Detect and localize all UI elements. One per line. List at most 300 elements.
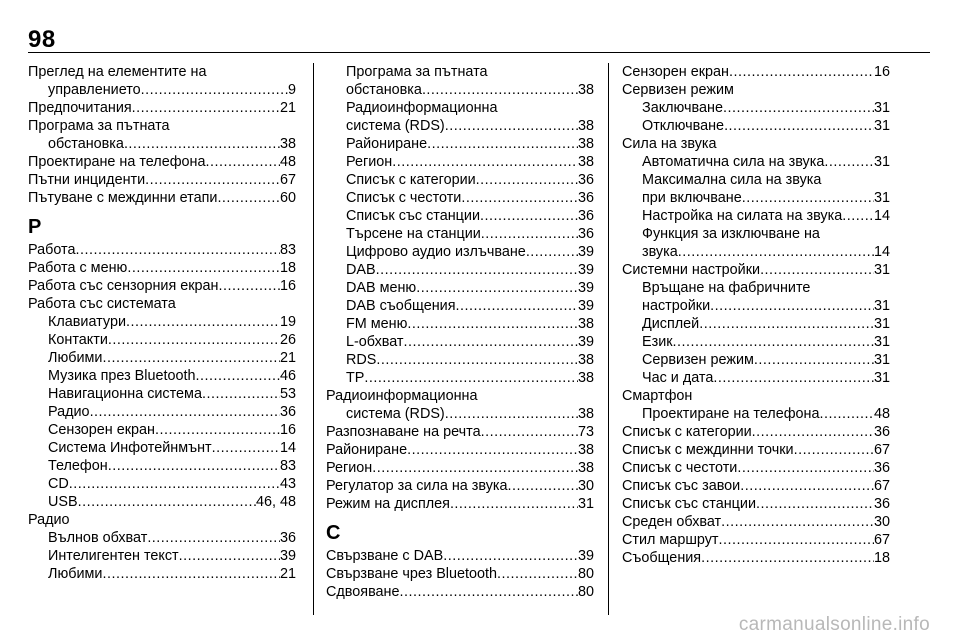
- page-reference: 14: [873, 244, 890, 260]
- index-entry: [326, 565, 594, 583]
- index-entry: [326, 207, 594, 225]
- page-reference: 83: [279, 458, 296, 474]
- page-reference: 16: [873, 64, 890, 80]
- index-entry: [622, 441, 890, 459]
- index-entry: [622, 387, 890, 405]
- index-entry: [28, 135, 296, 153]
- index-entry: [326, 405, 594, 423]
- dot-leader: [376, 261, 578, 279]
- page-reference: 31: [873, 154, 890, 170]
- index-entry: [326, 225, 594, 243]
- index-term: Проектиране на телефона: [28, 154, 206, 170]
- index-term: при включване: [642, 190, 742, 206]
- index-term: Списък със завои: [622, 478, 741, 494]
- index-entry: [28, 475, 296, 493]
- index-entry: [622, 99, 890, 117]
- dot-leader: [461, 189, 578, 207]
- index-entry: [622, 135, 890, 153]
- dot-leader: [141, 81, 288, 99]
- index-entry: [28, 99, 296, 117]
- page-reference: 36: [873, 424, 890, 440]
- dot-leader: [127, 259, 280, 277]
- page-reference: 31: [873, 190, 890, 206]
- index-entry: [326, 315, 594, 333]
- index-term: Предпочитания: [28, 100, 132, 116]
- index-term: настройки: [642, 298, 711, 314]
- page-reference: 38: [577, 442, 594, 458]
- index-term: Разпознаване на речта: [326, 424, 481, 440]
- page-reference: 67: [873, 532, 890, 548]
- index-term: Сервизен режим: [622, 82, 734, 98]
- index-entry: [28, 403, 296, 421]
- index-term: Работа с меню: [28, 260, 128, 276]
- page-reference: 36: [577, 226, 594, 242]
- index-entry: [326, 99, 594, 117]
- index-entry: [326, 583, 594, 601]
- index-term: Свързване чрез Bluetooth: [326, 566, 498, 582]
- page-reference: 18: [873, 550, 890, 566]
- index-term: система (RDS): [346, 406, 445, 422]
- index-entry: [28, 313, 296, 331]
- index-entry: [622, 117, 890, 135]
- page-reference: 31: [873, 352, 890, 368]
- dot-leader: [710, 297, 874, 315]
- index-term: Програма за пътната: [346, 64, 488, 80]
- index-entry: [28, 421, 296, 439]
- dot-leader: [126, 313, 280, 331]
- index-term: Търсене на станции: [346, 226, 481, 242]
- page-reference: 19: [279, 314, 296, 330]
- dot-leader: [217, 189, 280, 207]
- page-reference: 46, 48: [255, 494, 296, 510]
- dot-leader: [724, 117, 874, 135]
- dot-leader: [701, 549, 874, 567]
- page-reference: 31: [873, 316, 890, 332]
- index-term: Вълнов обхват: [48, 530, 148, 546]
- index-term: FM меню: [346, 316, 408, 332]
- index-term: DAB: [346, 262, 376, 278]
- dot-leader: [729, 63, 874, 81]
- page-reference: 83: [279, 242, 296, 258]
- index-entry: [28, 81, 296, 99]
- index-term: Смартфон: [622, 388, 693, 404]
- index-entry: [622, 243, 890, 261]
- dot-leader: [102, 349, 280, 367]
- index-term: система (RDS): [346, 118, 445, 134]
- index-letter-heading: С: [326, 522, 341, 544]
- index-entry: [326, 547, 594, 565]
- dot-leader: [737, 459, 874, 477]
- index-entry: [622, 513, 890, 531]
- page-reference: 36: [279, 530, 296, 546]
- index-term: Заключване: [642, 100, 723, 116]
- page-reference: 31: [873, 334, 890, 350]
- dot-leader: [794, 441, 874, 459]
- page-reference: 14: [873, 208, 890, 224]
- dot-leader: [76, 241, 280, 259]
- index-entry: [622, 423, 890, 441]
- dot-leader: [179, 547, 280, 565]
- dot-leader: [526, 243, 578, 261]
- index-letter-heading: Р: [28, 216, 42, 238]
- index-entry: [622, 405, 890, 423]
- page-reference: 38: [577, 352, 594, 368]
- dot-leader: [740, 477, 874, 495]
- index-entry: [622, 351, 890, 369]
- index-term: Език: [642, 334, 673, 350]
- page-reference: 18: [279, 260, 296, 276]
- page-reference: 39: [577, 262, 594, 278]
- dot-leader: [450, 495, 578, 513]
- index-term: обстановка: [346, 82, 422, 98]
- page-reference: 38: [577, 316, 594, 332]
- page-reference: 38: [577, 406, 594, 422]
- index-term: Радиоинформационна: [346, 100, 498, 116]
- index-entry: [28, 63, 296, 81]
- dot-leader: [760, 261, 874, 279]
- dot-leader: [124, 135, 280, 153]
- dot-leader: [212, 439, 280, 457]
- index-term: Автоматична сила на звука: [642, 154, 825, 170]
- page-reference: 38: [577, 154, 594, 170]
- index-entry: [326, 171, 594, 189]
- index-term: Връщане на фабричните: [642, 280, 811, 296]
- index-term: Сензорен екран: [622, 64, 729, 80]
- page-reference: 67: [873, 442, 890, 458]
- column-divider: [313, 63, 314, 615]
- page-reference: 80: [577, 566, 594, 582]
- index-term: Списък с честоти: [622, 460, 738, 476]
- index-column-3: [622, 63, 890, 567]
- dot-leader: [155, 421, 280, 439]
- index-term: USB: [48, 494, 78, 510]
- index-term: Списък със станции: [346, 208, 480, 224]
- page-reference: 31: [873, 100, 890, 116]
- index-entry: [28, 349, 296, 367]
- dot-leader: [195, 367, 280, 385]
- page-reference: 31: [873, 118, 890, 134]
- dot-leader: [202, 385, 280, 403]
- index-entry: [28, 367, 296, 385]
- index-term: Функция за изключване на: [642, 226, 820, 242]
- index-term: Телефон: [48, 458, 108, 474]
- index-entry: [326, 423, 594, 441]
- index-term: Радио: [28, 512, 70, 528]
- index-entry: [28, 277, 296, 295]
- dot-leader: [508, 477, 578, 495]
- index-term: обстановка: [48, 136, 124, 152]
- index-entry: [326, 117, 594, 135]
- index-entry: [326, 459, 594, 477]
- dot-leader: [476, 171, 578, 189]
- index-entry: [622, 549, 890, 567]
- dot-leader: [721, 513, 874, 531]
- index-term: Сила на звука: [622, 136, 717, 152]
- index-term: Сензорен екран: [48, 422, 155, 438]
- page-reference: 53: [279, 386, 296, 402]
- page-reference: 16: [279, 278, 296, 294]
- index-term: Списък със станции: [622, 496, 756, 512]
- index-entry: [326, 297, 594, 315]
- index-entry: [326, 279, 594, 297]
- index-term: Сервизен режим: [642, 352, 754, 368]
- index-entry: [326, 477, 594, 495]
- page-reference: 21: [279, 350, 296, 366]
- index-term: RDS: [346, 352, 377, 368]
- index-entry: [326, 63, 594, 81]
- dot-leader: [678, 243, 874, 261]
- dot-leader: [219, 277, 280, 295]
- page-reference: 16: [279, 422, 296, 438]
- index-term: Списък с честоти: [346, 190, 462, 206]
- index-entry: [28, 241, 296, 259]
- index-term: DAB съобщения: [346, 298, 456, 314]
- page-reference: 38: [577, 460, 594, 476]
- page-reference: 30: [577, 478, 594, 494]
- index-term: Списък с категории: [622, 424, 752, 440]
- index-entry: [28, 493, 296, 511]
- watermark: carmanualsonline.info: [738, 614, 930, 635]
- page-reference: 36: [279, 404, 296, 420]
- index-entry: [622, 63, 890, 81]
- index-term: Клавиатури: [48, 314, 126, 330]
- page-reference: 39: [577, 334, 594, 350]
- page-reference: 39: [577, 244, 594, 260]
- index-entry: [28, 565, 296, 583]
- index-entry: [326, 333, 594, 351]
- index-entry: [28, 457, 296, 475]
- index-entry: [622, 333, 890, 351]
- dot-leader: [719, 531, 874, 549]
- index-entry: [326, 189, 594, 207]
- page-reference: 38: [577, 118, 594, 134]
- dot-leader: [455, 297, 578, 315]
- page-reference: 36: [577, 172, 594, 188]
- index-term: Регион: [326, 460, 373, 476]
- index-term: Система Инфотейнмънт: [48, 440, 212, 456]
- dot-leader: [108, 331, 280, 349]
- dot-leader: [102, 565, 280, 583]
- index-term: Радио: [48, 404, 90, 420]
- dot-leader: [443, 547, 578, 565]
- index-entry: [622, 477, 890, 495]
- dot-leader: [445, 117, 578, 135]
- index-entry: [622, 81, 890, 99]
- dot-leader: [78, 493, 256, 511]
- index-entry: [622, 495, 890, 513]
- dot-leader: [206, 153, 280, 171]
- index-term: Пътни инциденти: [28, 172, 146, 188]
- index-term: Регион: [346, 154, 393, 170]
- index-term: звука: [642, 244, 678, 260]
- page-reference: 67: [279, 172, 296, 188]
- dot-leader: [427, 135, 578, 153]
- dot-leader: [90, 403, 280, 421]
- dot-leader: [723, 99, 874, 117]
- page-reference: 36: [873, 460, 890, 476]
- dot-leader: [69, 475, 280, 493]
- index-entry: [326, 153, 594, 171]
- index-term: Програма за пътната: [28, 118, 170, 134]
- index-entry: [622, 207, 890, 225]
- index-entry: [622, 369, 890, 387]
- dot-leader: [132, 99, 280, 117]
- index-entry: [326, 387, 594, 405]
- index-entry: [28, 171, 296, 189]
- index-entry: [28, 117, 296, 135]
- index-entry: [622, 225, 890, 243]
- index-term: Райониране: [326, 442, 408, 458]
- index-term: Сдвояване: [326, 584, 400, 600]
- index-entry: [622, 531, 890, 549]
- page-reference: 46: [279, 368, 296, 384]
- page-reference: 60: [279, 190, 296, 206]
- dot-leader: [673, 333, 874, 351]
- page-reference: 39: [279, 548, 296, 564]
- page-reference: 21: [279, 566, 296, 582]
- index-entry: [28, 153, 296, 171]
- index-entry: [622, 315, 890, 333]
- page-reference: 31: [873, 262, 890, 278]
- page-reference: 39: [577, 298, 594, 314]
- dot-leader: [497, 565, 578, 583]
- dot-leader: [824, 153, 874, 171]
- dot-leader: [713, 369, 874, 387]
- index-entry: [326, 351, 594, 369]
- index-term: Настройка на силата на звука: [642, 208, 843, 224]
- index-column-1: [28, 63, 296, 583]
- header-rule: [28, 52, 930, 53]
- index-entry: [28, 189, 296, 207]
- index-entry: [326, 261, 594, 279]
- page-reference: 14: [279, 440, 296, 456]
- dot-leader: [404, 333, 578, 351]
- dot-leader: [416, 279, 578, 297]
- dot-leader: [481, 423, 578, 441]
- dot-leader: [820, 405, 874, 423]
- index-entry: [28, 259, 296, 277]
- index-entry: [326, 441, 594, 459]
- index-term: Проектиране на телефона: [642, 406, 820, 422]
- dot-leader: [422, 81, 578, 99]
- index-term: L-обхват: [346, 334, 404, 350]
- page-reference: 30: [873, 514, 890, 530]
- page-reference: 26: [279, 332, 296, 348]
- index-term: Работа със системата: [28, 296, 176, 312]
- dot-leader: [445, 405, 578, 423]
- page-reference: 39: [577, 548, 594, 564]
- page-reference: 36: [873, 496, 890, 512]
- dot-leader: [407, 315, 578, 333]
- page-reference: 67: [873, 478, 890, 494]
- page-reference: 38: [279, 136, 296, 152]
- index-term: Режим на дисплея: [326, 496, 450, 512]
- page-reference: 31: [873, 370, 890, 386]
- index-term: Любими: [48, 566, 103, 582]
- index-entry: [326, 81, 594, 99]
- index-entry: [622, 279, 890, 297]
- index-term: Радиоинформационна: [326, 388, 478, 404]
- page-reference: 38: [577, 82, 594, 98]
- dot-leader: [407, 441, 578, 459]
- index-column-2: [326, 63, 594, 601]
- index-term: TP: [346, 370, 365, 386]
- dot-leader: [145, 171, 280, 189]
- page-number: 98: [28, 26, 56, 53]
- index-entry: [28, 547, 296, 565]
- index-entry: [28, 385, 296, 403]
- dot-leader: [842, 207, 874, 225]
- dot-leader: [752, 423, 874, 441]
- page-reference: 48: [873, 406, 890, 422]
- index-entry: [622, 153, 890, 171]
- index-term: управлението: [48, 82, 141, 98]
- page-reference: 48: [279, 154, 296, 170]
- index-entry: [326, 369, 594, 387]
- dot-leader: [756, 495, 874, 513]
- index-term: Отключване: [642, 118, 725, 134]
- page-reference: 43: [279, 476, 296, 492]
- dot-leader: [372, 459, 578, 477]
- dot-leader: [481, 225, 578, 243]
- index-entry: [28, 295, 296, 313]
- index-term: Среден обхват: [622, 514, 722, 530]
- page-reference: 39: [577, 280, 594, 296]
- dot-leader: [742, 189, 874, 207]
- index-term: Списък с междинни точки: [622, 442, 794, 458]
- page-reference: 36: [577, 190, 594, 206]
- index-term: Любими: [48, 350, 103, 366]
- index-term: Райониране: [346, 136, 428, 152]
- page-reference: 31: [577, 496, 594, 512]
- index-term: Навигационна система: [48, 386, 202, 402]
- index-term: CD: [48, 476, 69, 492]
- dot-leader: [480, 207, 578, 225]
- index-entry: [326, 495, 594, 513]
- index-term: Пътуване с междинни етапи: [28, 190, 218, 206]
- column-divider: [608, 63, 609, 615]
- page-reference: 21: [279, 100, 296, 116]
- index-entry: [28, 529, 296, 547]
- index-entry: [326, 243, 594, 261]
- index-term: Час и дата: [642, 370, 714, 386]
- index-term: Интелигентен текст: [48, 548, 179, 564]
- index-entry: [622, 189, 890, 207]
- index-term: Работа: [28, 242, 76, 258]
- index-entry: [28, 511, 296, 529]
- page-reference: 38: [577, 136, 594, 152]
- dot-leader: [754, 351, 874, 369]
- index-entry: [28, 439, 296, 457]
- index-term: DAB меню: [346, 280, 417, 296]
- page-reference: 73: [577, 424, 594, 440]
- index-term: Свързване с DAB: [326, 548, 444, 564]
- index-term: Стил маршрут: [622, 532, 719, 548]
- index-entry: [28, 331, 296, 349]
- dot-leader: [108, 457, 280, 475]
- index-entry: [622, 297, 890, 315]
- index-entry: [326, 135, 594, 153]
- index-term: Регулатор за сила на звука: [326, 478, 508, 494]
- page-reference: 38: [577, 370, 594, 386]
- index-term: Преглед на елементите на: [28, 64, 207, 80]
- index-term: Максимална сила на звука: [642, 172, 822, 188]
- page-reference: 36: [577, 208, 594, 224]
- index-term: Контакти: [48, 332, 108, 348]
- dot-leader: [392, 153, 578, 171]
- index-term: Дисплей: [642, 316, 700, 332]
- index-term: Списък с категории: [346, 172, 476, 188]
